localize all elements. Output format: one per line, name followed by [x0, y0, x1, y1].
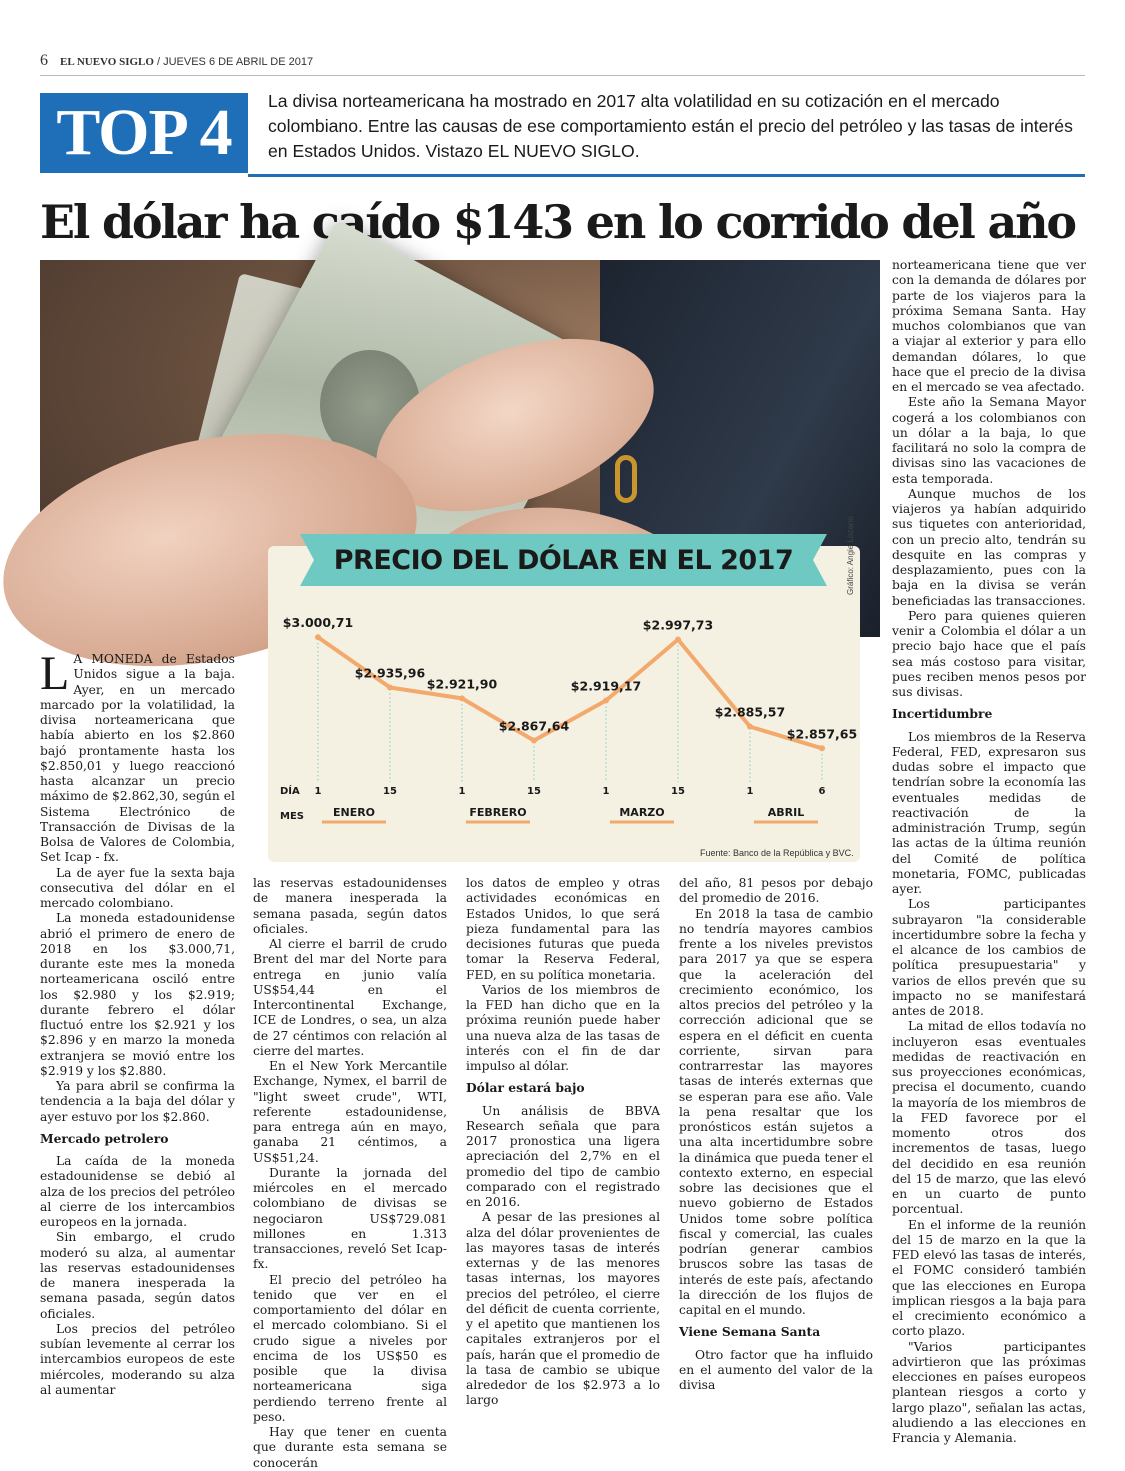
paragraph: los datos de empleo y otras actividades económicas en Estados Unidos, lo que será pieza fundamental para las decisiones futuras que pueda tomar la Reserva Federal, FED, en su política monetaria. — [466, 876, 660, 982]
paragraph: Sin embargo, el crudo moderó su alza, al aumentar las reservas estadounidenses de manera inesperada la semana pasada, según datos oficiales. — [40, 1230, 235, 1321]
day-label: 1 — [458, 786, 466, 797]
day-row-label: DÍA — [280, 786, 300, 797]
paragraph: del año, 81 pesos por debajo del promedio de 2016. — [679, 876, 873, 906]
column-4 — [679, 876, 873, 1393]
paragraph: Ya para abril se confirma la tendencia a la baja del dólar y ayer estuvo por los $2.860. — [40, 1079, 235, 1124]
paragraph: En 2018 la tasa de cambio no tendría mayores cambios frente a los niveles previstos para 2017 ya que se espera que la aceleración del crecimiento económico, los altos precios del petróleo y la corrección adicional que se espera en el déficit en cuenta corriente, sirvan para contrarrestar las mayores tasas de interés externas que se esperan para ese año. Vale la pena resaltar que los pronósticos están sujetos a una alta incertidumbre sobre la dinámica que pueda tener el contexto externo, en especial sobre las decisiones que el nuevo gobierno de Estados Unidos tome sobre política fiscal y comercial, las cuales podrían generar cambios bruscos sobre las tasas de interés de este país, afectando la dirección de los flujos de capital en el mundo. — [679, 906, 873, 1317]
paragraph: En el informe de la reunión del 15 de marzo en la que la FED elevó las tasas de interés, el FOMC consideró también que las elecciones en Europa implican riesgos a la baja para el crecimiento económico a corto plazo. — [892, 1217, 1086, 1339]
day-label: 1 — [602, 786, 610, 797]
data-point — [315, 634, 321, 640]
publication-name: EL NUEVO SIGLO — [60, 56, 154, 68]
paragraph: Durante la jornada del miércoles en el mercado colombiano de divisas se negociaron US$729.081 millones en 1.313 transacciones, reveló Set Icap-fx. — [253, 1165, 447, 1272]
paragraph: Los participantes subrayaron "la considerable incertidumbre sobre la fecha y el alcance de los cambios de política presupuestaria" y varios de ellos prevén que su impacto no se manifestará antes de 2018. — [892, 897, 1086, 1018]
paragraph: "Varios participantes advirtieron que las próximas elecciones en países europeos plantean riesgos a corto y largo plazo", señalan las actas, aludiendo a las elecciones en Francia y Alemania. — [892, 1339, 1086, 1445]
headline: El dólar ha caído $143 en lo corrido del año — [40, 195, 1075, 249]
paragraph: La caída de la moneda estadounidense se debió al alza de los precios del petróleo al cierre de los intercambios europeos en la jornada. — [40, 1154, 235, 1229]
paragraph: Al cierre el barril de crudo Brent del mar del Norte para entrega en junio valía US$54,44 en el Intercontinental Exchange, ICE de Londres, o sea, un alza de 27 céntimos con relación al cierre del martes. — [253, 937, 447, 1058]
data-point — [747, 724, 753, 730]
chart-source: Fuente: Banco de la República y BVC. — [700, 848, 854, 858]
intro-rule — [248, 174, 1085, 177]
data-point — [603, 698, 609, 704]
data-point — [459, 695, 465, 701]
subheading: Viene Semana Santa — [679, 1324, 821, 1340]
subheading: Dólar estará bajo — [466, 1080, 585, 1096]
data-point — [387, 684, 393, 690]
value-label: $3.000,71 — [282, 615, 354, 631]
day-label: 15 — [671, 786, 685, 797]
day-label: 1 — [314, 786, 322, 797]
paragraph: A MONEDA de Estados Unidos sigue a la baja. Ayer, en un mercado marcado por la volatilidad, la divisa norteamericana que había abierto en los $2.860 bajó prontamente hasta los $2.850,01 y luego reaccionó hasta alcanzar un precio máximo de $2.862,30, según el Sistema Electrónico de Transacción de Divisas de la Bolsa de Valores de Colombia, Set Icap - fx. — [40, 652, 235, 865]
paragraph: Otro factor que ha influido en el aumento del valor de la divisa — [679, 1347, 873, 1392]
month-row-label: MES — [280, 811, 304, 822]
data-point — [819, 745, 825, 751]
value-label: $2.997,73 — [642, 617, 714, 633]
paragraph: Pero para quienes quieren venir a Colombia el dólar a un precio bajo hace que el país sea más costoso para visitar, pues reciben menos pesos por sus divisas. — [892, 608, 1086, 699]
value-label: $2.919,17 — [570, 678, 642, 694]
day-label: 1 — [746, 786, 754, 797]
value-label: $2.885,57 — [714, 704, 786, 720]
day-label: 6 — [818, 786, 826, 797]
month-label: ABRIL — [767, 806, 805, 819]
photo-ring — [615, 455, 637, 503]
drop-cap: L — [40, 647, 70, 700]
column-1 — [40, 647, 235, 1398]
value-label: $2.857,65 — [786, 726, 858, 742]
paragraph: Varios de los miembros de la FED han dicho que en la próxima reunión puede haber una nueva alza de las tasas de interés con el fin de dar impulso al dólar. — [466, 982, 660, 1073]
paragraph: Los miembros de la Reserva Federal, FED, expresaron sus dudas sobre el impacto que tendrían sobre la economía las eventuales medidas de reactivación de la administración Trump, según las actas de la última reunión del Comité de política monetaria, FOMC, publicadas ayer. — [892, 729, 1086, 896]
column-2 — [253, 876, 447, 1471]
paragraph: norteamericana tiene que ver con la demanda de dólares por parte de los viajeros para la próxima Semana Santa. Hay muchos colombianos que van a viajar al exterior y para ello demandan dólares, lo que hace que el precio de la divisa en el mercado se vea afectado. — [892, 258, 1086, 394]
chart-credit: Gráfico: Angie Lozano — [846, 516, 855, 595]
chart-title: PRECIO DEL DÓLAR EN EL 2017 — [333, 545, 794, 576]
paragraph: La mitad de ellos todavía no incluyeron esas eventuales medidas de reactivación en sus proyecciones económicas, precisa el documento, cuando la mayoría de los miembros de la FED favorece por el momento otros dos incrementos de tasas, luego del decidido en esa reunión del 15 de marzo, que las elevó en un cuarto de punto porcentual. — [892, 1019, 1086, 1217]
value-label: $2.867,64 — [498, 718, 570, 734]
top4-badge: TOP 4 — [40, 93, 248, 173]
paragraph: Los precios del petróleo subían levemente al cerrar los intercambios europeos de este miércoles, moderando su alza al aumentar — [40, 1321, 235, 1397]
dollar-line-chart — [268, 586, 860, 862]
paragraph: Hay que tener en cuenta que durante esta semana se conocerán — [253, 1425, 447, 1470]
intro-text: La divisa norteamericana ha mostrado en 2017 alta volatilidad en su cotización en el mercado colombiano. Entre las causas de ese comportamiento están el precio del petróleo y las tasas de interés en Estados Unidos. Vistazo EL NUEVO SIGLO. — [268, 91, 1073, 161]
paragraph: La de ayer fue la sexta baja consecutiva del dólar en el mercado colombiano. — [40, 865, 235, 910]
page-number: 6 — [40, 52, 48, 69]
month-label: ENERO — [332, 806, 376, 819]
issue-date: / JUEVES 6 DE ABRIL DE 2017 — [153, 56, 314, 68]
subheading: Incertidumbre — [892, 706, 993, 722]
value-label: $2.935,96 — [354, 665, 426, 681]
paragraph: A pesar de las presiones al alza del dólar provenientes de las mayores tasas de interés externas y de las menores tasas internas, los mayores precios del petróleo, el cierre del déficit de cuenta corriente, y el apetito que mantienen los capitales extranjeros por el país, harán que el promedio de la tasa de cambio se ubique alrededor de los $2.973 a lo largo — [466, 1210, 661, 1408]
data-point — [675, 637, 681, 643]
paragraph: Este año la Semana Mayor cogerá a los colombianos con un dólar a la baja, lo que facilitará no solo la compra de divisas sino las vacaciones de esta temporada. — [892, 395, 1086, 486]
subheading: Mercado petrolero — [40, 1130, 169, 1146]
paragraph: En el New York Mercantile Exchange, Nymex, el barril de "light sweet crude", WTI, referente estadounidense, para entrega aún en mayo, ganaba 21 céntimos, a US$51,24. — [253, 1059, 447, 1165]
paragraph: La moneda estadounidense abrió el primero de enero de 2018 en los $3.000,71, durante este mes la moneda norteamericana osciló entre los $2.980 y los $2.919; durante febrero el dólar fluctuó entre los $2.921 y los $2.896 y en marzo la moneda extranjera se movió entre los $2.919 y los $2.880. — [40, 911, 235, 1078]
data-point — [531, 738, 537, 744]
paragraph: El precio del petróleo ha tenido que ver en el comportamiento del dólar en el mercado colombiano. Si el crudo sigue a niveles por encima de los US$50 es posible que la divisa norteamericana siga perdiendo terreno frente al peso. — [253, 1272, 447, 1424]
paragraph: Un análisis de BBVA Research señala que para 2017 pronostica una ligera apreciación del 2,7% en el promedio del tipo de cambio comparado con el registrado en 2016. — [466, 1103, 660, 1209]
column-3 — [466, 876, 660, 1409]
paragraph: Aunque muchos de los viajeros ya habían adquirido sus tiquetes con anterioridad, con un precio alto, tendrán su desquite en las compras y desplazamiento, pues con la baja en la divisa se verán beneficiadas las transacciones. — [892, 486, 1086, 608]
value-label: $2.921,90 — [426, 676, 498, 692]
page-header — [40, 52, 1085, 76]
paragraph: las reservas estadounidenses de manera inesperada la semana pasada, según datos oficiales. — [253, 876, 447, 936]
day-label: 15 — [527, 786, 541, 797]
month-label: MARZO — [619, 806, 665, 819]
column-5 — [892, 258, 1086, 1446]
day-label: 15 — [383, 786, 397, 797]
month-label: FEBRERO — [469, 806, 527, 819]
